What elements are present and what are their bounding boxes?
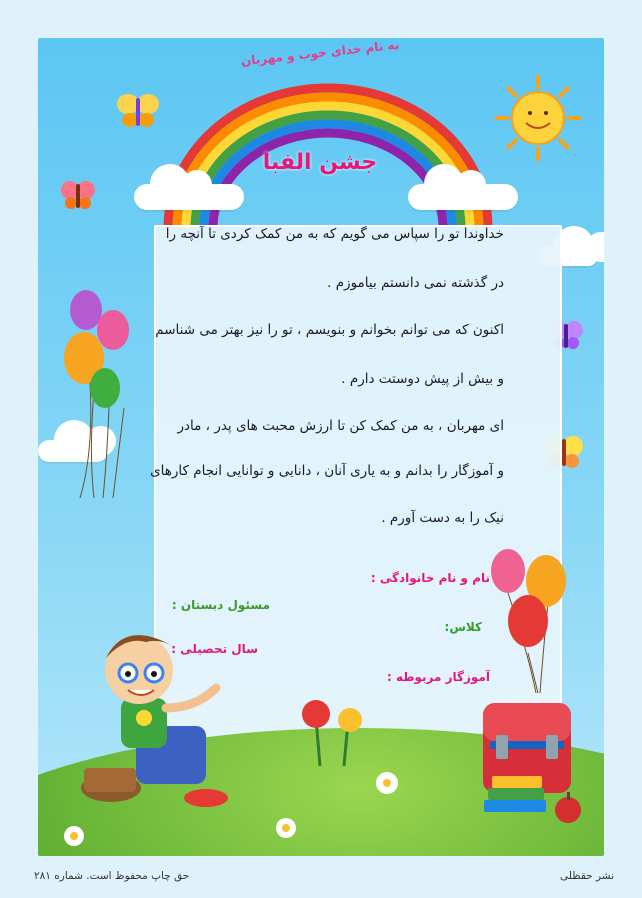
body-line: نیک را به دست آورم .: [381, 510, 504, 526]
page-title: جشن الفبا: [262, 150, 378, 175]
school-year-field: سال تحصیلی :: [171, 642, 258, 656]
flowers-illustration: [296, 696, 376, 766]
teacher-field: آموزگار مربوطه :: [386, 670, 490, 684]
cloud-left: [134, 184, 244, 210]
books-illustration: [480, 770, 550, 820]
body-line: ای مهربان ، به من کمک کن تا ارزش محبت های پدر ، مادر: [177, 418, 504, 434]
copyright-text: حق چاپ محفوظ است. شماره ۲۸۱: [34, 870, 190, 882]
student-name-field: نام و نام خانوادگی :: [370, 571, 490, 585]
daisy-icon: [62, 824, 86, 848]
publisher-text: نشر حقظلی: [560, 870, 615, 882]
body-line: در گذشته نمی دانستم بیاموزم .: [327, 275, 504, 291]
butterfly-icon: [116, 90, 160, 130]
class-field: کلاس:: [444, 620, 482, 634]
apple-icon: [552, 790, 584, 824]
butterfly-icon: [60, 178, 96, 212]
body-line: خداوندا تو را سپاس می گویم که به من کمک کردی تا آنچه را: [165, 226, 504, 242]
cloud-right: [408, 184, 518, 210]
daisy-icon: [374, 770, 400, 796]
balloons-right: [488, 543, 578, 693]
body-line: و بیش از پیش دوستت دارم .: [341, 371, 504, 387]
body-line: اکنون که می توانم بخوانم و بنویسم ، تو را نیز بهتر می شناسم: [155, 322, 504, 338]
daisy-icon: [274, 816, 298, 840]
school-manager-field: مسئول دبستان :: [171, 598, 270, 612]
sun-illustration: [493, 73, 583, 163]
body-line: و آموزگار را بدانم و به یاری آنان ، دانایی و توانایی انجام کارهای: [150, 463, 504, 479]
dedication-text: به نام خدای خوب و مهربان: [240, 37, 400, 69]
balloons-left: [58, 278, 138, 498]
